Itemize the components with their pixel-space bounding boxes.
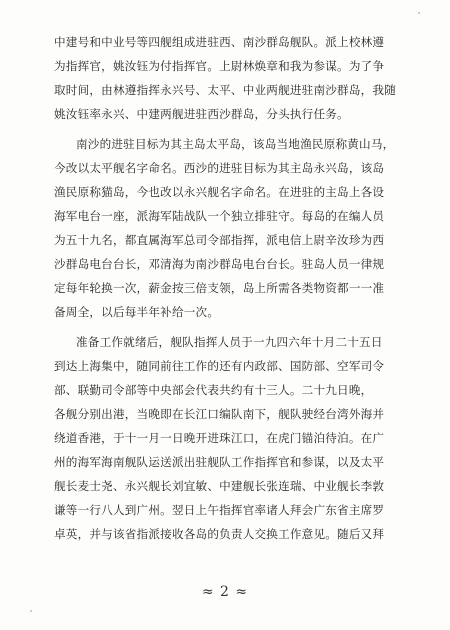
text-line: 渔民原称猫岛，今也改以永兴舰名字命名。在进驻的主岛上各设 bbox=[54, 185, 385, 199]
scan-speck bbox=[418, 12, 420, 14]
text-line: 为指挥官，姚汝钰为付指挥官。上尉林焕章和我为参谋。为了争 bbox=[54, 59, 385, 73]
text-line: 备周全，以后每半年补给一次。 bbox=[54, 305, 220, 319]
text-line: 沙群岛电台台长，邓清海为南沙群岛电台台长。驻岛人员一律规 bbox=[54, 257, 385, 271]
text-line: 南沙的进驻目标为其主岛太平岛，该岛当地渔民原称黄山马， bbox=[76, 137, 395, 151]
text-line: 中建号和中业号等四舰组成进驻西、南沙群岛舰队。派上校林遵 bbox=[54, 35, 385, 49]
text-line: 谦等一行八人到广州。翌日上午指挥官率诸人拜会广东省主席罗 bbox=[54, 503, 385, 517]
text-line: 今改以太平舰名字命名。西沙的进驻目标为其主岛永兴岛，该岛 bbox=[54, 161, 385, 175]
text-line: 定每年轮换一次，薪金按三倍支领，岛上所需各类物资都一一准 bbox=[54, 281, 385, 295]
text-line: 绕道香港，于十一月一日晚开进珠江口，在虎门锚泊待泊。在广 bbox=[54, 431, 385, 445]
paragraph-2 bbox=[54, 132, 422, 324]
scan-speck bbox=[30, 610, 32, 612]
text-line: 取时间，由林遵指挥永兴号、太平、中业两舰进驻南沙群岛，我随 bbox=[54, 83, 397, 97]
text-line: 为五十九名，都直属海军总司令部指挥，派电信上尉辛汝珍为西 bbox=[54, 233, 385, 247]
text-line: 各舰分别出港，当晚即在长江口编队南下，舰队驶经台湾外海并 bbox=[54, 407, 385, 421]
paragraph-1 bbox=[54, 30, 422, 126]
page-number: ≈ 2 ≈ bbox=[201, 584, 249, 600]
text-line: 州的海军海南舰队运送派出驻舰队工作指挥官和参谋，以及太平 bbox=[54, 455, 385, 469]
text-line: 卓英，并与该省指派接收各岛的负责人交换工作意见。随后又拜 bbox=[54, 527, 385, 541]
text-line: 舰长麦士尧、永兴舰长刘宜敏、中建舰长张连瑞、中业舰长李敦 bbox=[54, 479, 385, 493]
text-line: 姚汝钰率永兴、中建两舰进驻西沙群岛，分头执行任务。 bbox=[54, 107, 349, 121]
paragraph-3 bbox=[54, 330, 422, 546]
text-line: 部、联勤司令部等中央部会代表共约有十三人。二十九日晚， bbox=[54, 383, 373, 397]
text-line: 到达上海集中，随同前往工作的还有内政部、国防部、空军司令 bbox=[54, 359, 385, 373]
text-line: 海军电台一座，派海军陆战队一个独立排驻守。每岛的在编人员 bbox=[54, 209, 385, 223]
text-line: 准备工作就绪后，舰队指挥人员于一九四六年十月二十五日 bbox=[76, 335, 383, 349]
document-body bbox=[54, 30, 422, 546]
